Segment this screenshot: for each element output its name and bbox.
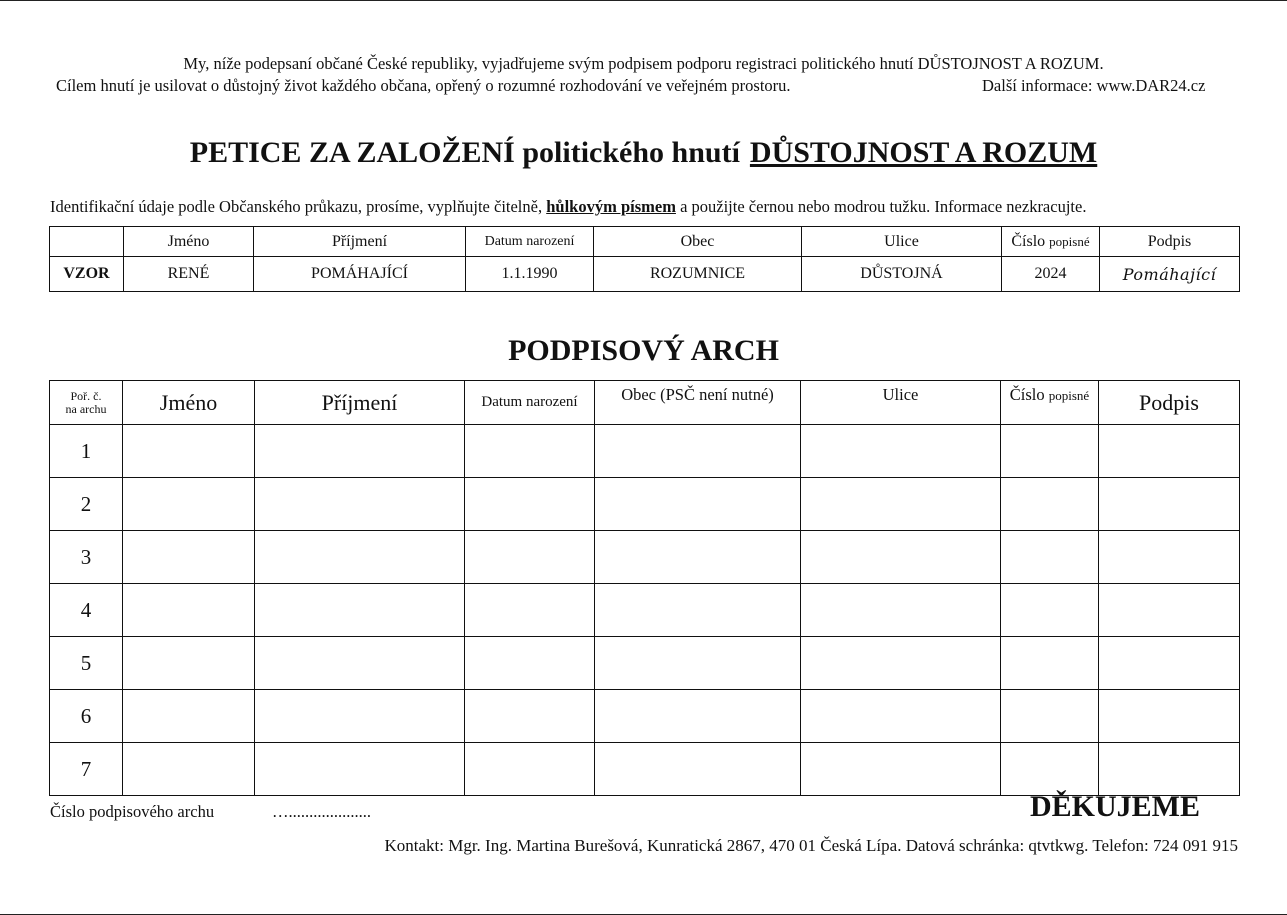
row-cell-last-name[interactable] bbox=[255, 743, 465, 796]
header-house-no-small: popisné bbox=[1048, 388, 1090, 403]
fill-instructions bbox=[50, 197, 1086, 217]
intro-line-2: Cílem hnutí je usilovat o důstojný život každého občana, opřený o rozumné rozhodování ve veřejném prostoru. bbox=[56, 76, 791, 95]
sample-header-signature: Podpis bbox=[1100, 227, 1240, 257]
sample-header-first-name: Jméno bbox=[124, 227, 254, 257]
sample-row bbox=[50, 257, 1240, 292]
movement-name: DŮSTOJNOST A ROZUM bbox=[749, 136, 1098, 169]
row-cell-signature[interactable] bbox=[1099, 690, 1240, 743]
row-cell-signature[interactable] bbox=[1099, 743, 1240, 796]
sample-town: ROZUMNICE bbox=[594, 257, 802, 292]
row-cell-first-name[interactable] bbox=[123, 690, 255, 743]
row-cell-last-name[interactable] bbox=[255, 531, 465, 584]
row-number: 5 bbox=[50, 637, 123, 690]
row-cell-last-name[interactable] bbox=[255, 690, 465, 743]
row-cell-last-name[interactable] bbox=[255, 584, 465, 637]
row-cell-town[interactable] bbox=[595, 425, 801, 478]
row-cell-signature[interactable] bbox=[1099, 637, 1240, 690]
row-cell-town[interactable] bbox=[595, 584, 801, 637]
sheet-number-field[interactable]: ….................... bbox=[272, 802, 371, 821]
signature-sheet-title: PODPISOVÝ ARCH bbox=[508, 334, 779, 367]
row-cell-house-no[interactable] bbox=[1001, 425, 1099, 478]
row-cell-house-no[interactable] bbox=[1001, 637, 1099, 690]
sample-last-name: POMÁHAJÍCÍ bbox=[254, 257, 466, 292]
row-cell-first-name[interactable] bbox=[123, 478, 255, 531]
row-cell-house-no[interactable] bbox=[1001, 531, 1099, 584]
row-cell-house-no[interactable] bbox=[1001, 743, 1099, 796]
row-cell-first-name[interactable] bbox=[123, 637, 255, 690]
table-row bbox=[50, 743, 1240, 796]
row-cell-last-name[interactable] bbox=[255, 637, 465, 690]
row-cell-town[interactable] bbox=[595, 478, 801, 531]
contact-info: Kontakt: Mgr. Ing. Martina Burešová, Kunratická 2867, 470 01 Česká Lípa. Datová schránka: qtvtkwg. Telefon: 724 091 915 bbox=[384, 836, 1238, 855]
row-cell-house-no[interactable] bbox=[1001, 478, 1099, 531]
row-cell-birth-date[interactable] bbox=[465, 531, 595, 584]
row-cell-signature[interactable] bbox=[1099, 478, 1240, 531]
row-cell-birth-date[interactable] bbox=[465, 584, 595, 637]
table-row bbox=[50, 478, 1240, 531]
sample-signature: Pomáhající bbox=[1100, 257, 1240, 292]
row-cell-birth-date[interactable] bbox=[465, 690, 595, 743]
row-cell-house-no[interactable] bbox=[1001, 584, 1099, 637]
row-cell-last-name[interactable] bbox=[255, 478, 465, 531]
table-row bbox=[50, 425, 1240, 478]
sample-first-name: RENÉ bbox=[124, 257, 254, 292]
row-cell-town[interactable] bbox=[595, 690, 801, 743]
sample-table bbox=[49, 226, 1240, 292]
row-cell-birth-date[interactable] bbox=[465, 743, 595, 796]
row-cell-street[interactable] bbox=[801, 425, 1001, 478]
row-cell-street[interactable] bbox=[801, 637, 1001, 690]
sheet-number-label: Číslo podpisového archu bbox=[50, 802, 215, 821]
row-cell-first-name[interactable] bbox=[123, 425, 255, 478]
table-row bbox=[50, 637, 1240, 690]
sample-header-street: Ulice bbox=[802, 227, 1002, 257]
signature-table bbox=[49, 380, 1240, 796]
row-cell-birth-date[interactable] bbox=[465, 425, 595, 478]
house-no-main-label: Číslo bbox=[1011, 232, 1046, 250]
thanks-text: DĚKUJEME bbox=[1030, 790, 1201, 823]
row-cell-town[interactable] bbox=[595, 531, 801, 584]
more-info-link[interactable]: Další informace: www.DAR24.cz bbox=[982, 76, 1206, 95]
row-cell-town[interactable] bbox=[595, 743, 801, 796]
header-order-line-1: Poř. č. bbox=[70, 388, 102, 403]
sample-street: DŮSTOJNÁ bbox=[802, 257, 1002, 292]
table-row bbox=[50, 531, 1240, 584]
header-first-name: Jméno bbox=[123, 381, 255, 425]
table-row bbox=[50, 690, 1240, 743]
sample-header-row bbox=[50, 227, 1240, 257]
table-row bbox=[50, 584, 1240, 637]
row-cell-street[interactable] bbox=[801, 478, 1001, 531]
row-cell-street[interactable] bbox=[801, 584, 1001, 637]
petition-title-main: PETICE ZA ZALOŽENÍ politického hnutí bbox=[189, 136, 740, 169]
house-no-small-label: popisné bbox=[1049, 233, 1090, 249]
row-cell-signature[interactable] bbox=[1099, 425, 1240, 478]
row-cell-signature[interactable] bbox=[1099, 531, 1240, 584]
row-cell-first-name[interactable] bbox=[123, 531, 255, 584]
row-number: 7 bbox=[50, 743, 123, 796]
row-cell-last-name[interactable] bbox=[255, 425, 465, 478]
intro-line-1: My, níže podepsaní občané České republiky, vyjadřujeme svým podpisem podporu registraci politického hnutí DŮSTOJNOST A ROZUM. bbox=[183, 54, 1104, 73]
row-number: 6 bbox=[50, 690, 123, 743]
row-number: 1 bbox=[50, 425, 123, 478]
sample-header-house-no bbox=[1002, 227, 1100, 257]
signature-header-row bbox=[50, 381, 1240, 425]
row-cell-street[interactable] bbox=[801, 743, 1001, 796]
row-cell-street[interactable] bbox=[801, 531, 1001, 584]
sample-header-last-name: Příjmení bbox=[254, 227, 466, 257]
sample-label: VZOR bbox=[50, 257, 124, 292]
row-cell-birth-date[interactable] bbox=[465, 478, 595, 531]
sample-birth-date: 1.1.1990 bbox=[466, 257, 594, 292]
row-number: 3 bbox=[50, 531, 123, 584]
sample-house-no: 2024 bbox=[1002, 257, 1100, 292]
header-signature: Podpis bbox=[1099, 381, 1240, 425]
instructions-emphasis: hůlkovým písmem bbox=[546, 197, 676, 216]
header-street: Ulice bbox=[801, 381, 1001, 425]
header-town: Obec (PSČ není nutné) bbox=[595, 381, 801, 425]
header-order bbox=[50, 381, 123, 425]
header-order-line-2: na archu bbox=[65, 401, 107, 416]
petition-title bbox=[0, 136, 1287, 170]
row-cell-signature[interactable] bbox=[1099, 584, 1240, 637]
header-house-no-main: Číslo bbox=[1009, 385, 1045, 404]
header-last-name: Příjmení bbox=[255, 381, 465, 425]
row-cell-first-name[interactable] bbox=[123, 743, 255, 796]
row-number: 4 bbox=[50, 584, 123, 637]
sample-header-town: Obec bbox=[594, 227, 802, 257]
row-cell-house-no[interactable] bbox=[1001, 690, 1099, 743]
instructions-before: Identifikační údaje podle Občanského průkazu, prosíme, vyplňujte čitelně, bbox=[50, 197, 543, 216]
row-cell-town[interactable] bbox=[595, 637, 801, 690]
row-cell-birth-date[interactable] bbox=[465, 637, 595, 690]
header-birth-date: Datum narození bbox=[465, 381, 595, 425]
row-cell-first-name[interactable] bbox=[123, 584, 255, 637]
sample-header-empty bbox=[50, 227, 124, 257]
row-number: 2 bbox=[50, 478, 123, 531]
row-cell-street[interactable] bbox=[801, 690, 1001, 743]
instructions-after: a použijte černou nebo modrou tužku. Informace nezkracujte. bbox=[680, 197, 1087, 216]
signature-rows bbox=[50, 425, 1240, 796]
sample-header-birth-date: Datum narození bbox=[466, 227, 594, 257]
header-house-no bbox=[1001, 381, 1099, 425]
